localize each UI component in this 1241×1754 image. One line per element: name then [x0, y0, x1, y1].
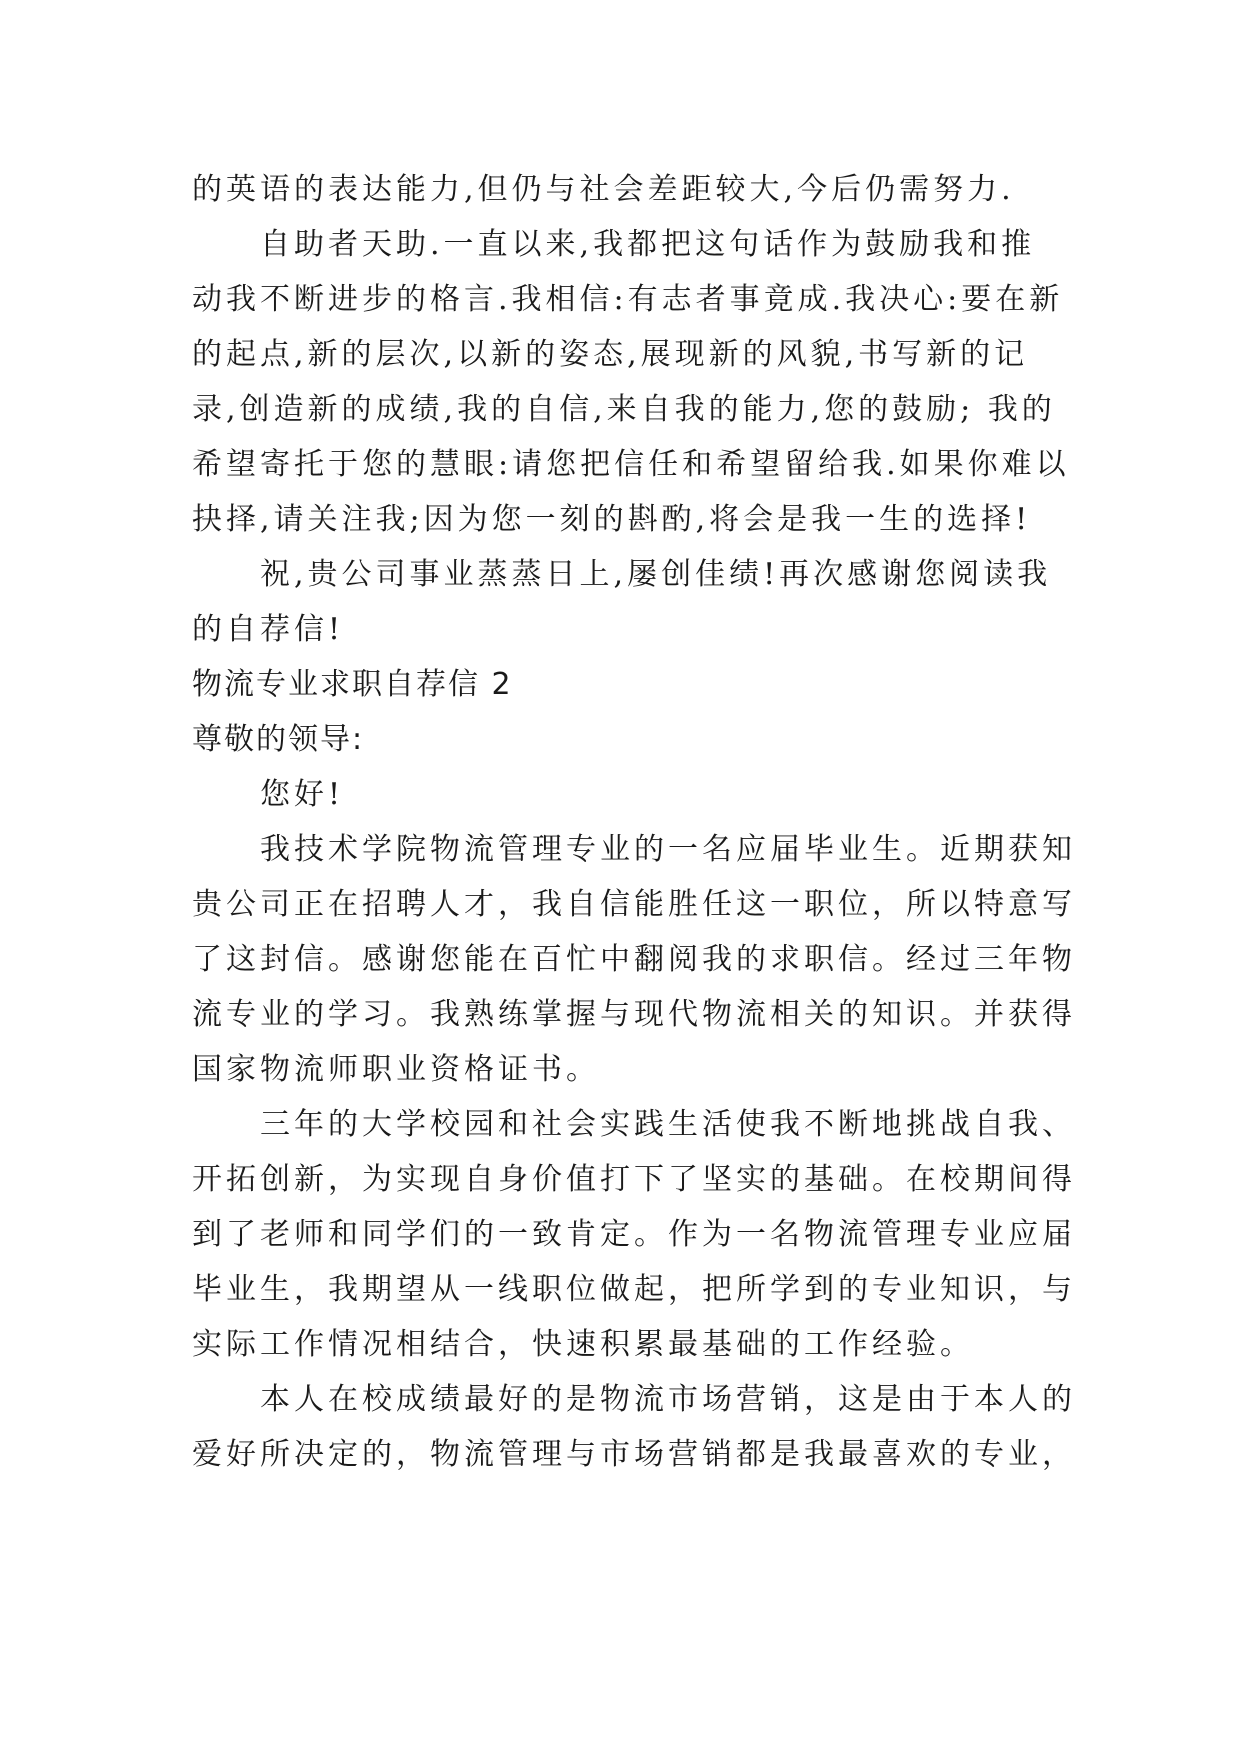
text-line: 三年的大学校园和社会实践生活使我不断地挑战自我、	[260, 1107, 1076, 1142]
text-line: 了这封信。感谢您能在百忙中翻阅我的求职信。经过三年物	[192, 942, 1076, 977]
text-line: 流专业的学习。我熟练掌握与现代物流相关的知识。并获得	[192, 997, 1076, 1032]
text-line: 动我不断进步的格言.我相信:有志者事竟成.我决心:要在新	[192, 282, 1064, 317]
text-line: 自助者天助.一直以来,我都把这句话作为鼓励我和推	[260, 227, 1036, 262]
section-title: 物流专业求职自荐信 2	[192, 667, 513, 702]
letter-body	[192, 162, 1076, 1482]
text-line: 我技术学院物流管理专业的一名应届毕业生。近期获知	[260, 832, 1076, 867]
text-line: 录,创造新的成绩,我的自信,来自我的能力,您的鼓励; 我的	[192, 392, 1056, 427]
text-line: 爱好所决定的，物流管理与市场营销都是我最喜欢的专业，	[192, 1437, 1076, 1472]
text-line: 抉择,请关注我;因为您一刻的斟酌,将会是我一生的选择!	[192, 502, 1032, 537]
greeting: 您好!	[260, 777, 345, 812]
text-line: 国家物流师职业资格证书。	[192, 1052, 600, 1087]
text-line: 的英语的表达能力,但仍与社会差距较大,今后仍需努力.	[192, 172, 1015, 207]
text-line: 贵公司正在招聘人才，我自信能胜任这一职位，所以特意写	[192, 887, 1076, 922]
text-line: 毕业生，我期望从一线职位做起，把所学到的专业知识，与	[192, 1272, 1076, 1307]
salutation: 尊敬的领导:	[192, 722, 365, 757]
text-line: 开拓创新，为实现自身价值打下了坚实的基础。在校期间得	[192, 1162, 1076, 1197]
text-line: 的起点,新的层次,以新的姿态,展现新的风貌,书写新的记	[192, 337, 1029, 372]
text-line: 本人在校成绩最好的是物流市场营销，这是由于本人的	[260, 1382, 1076, 1417]
text-line: 祝,贵公司事业蒸蒸日上,屡创佳绩!再次感谢您阅读我	[260, 557, 1052, 592]
text-line: 的自荐信!	[192, 612, 345, 647]
text-line: 实际工作情况相结合，快速积累最基础的工作经验。	[192, 1327, 974, 1362]
text-line: 希望寄托于您的慧眼:请您把信任和希望留给我.如果你难以	[192, 447, 1070, 482]
text-line: 到了老师和同学们的一致肯定。作为一名物流管理专业应届	[192, 1217, 1076, 1252]
